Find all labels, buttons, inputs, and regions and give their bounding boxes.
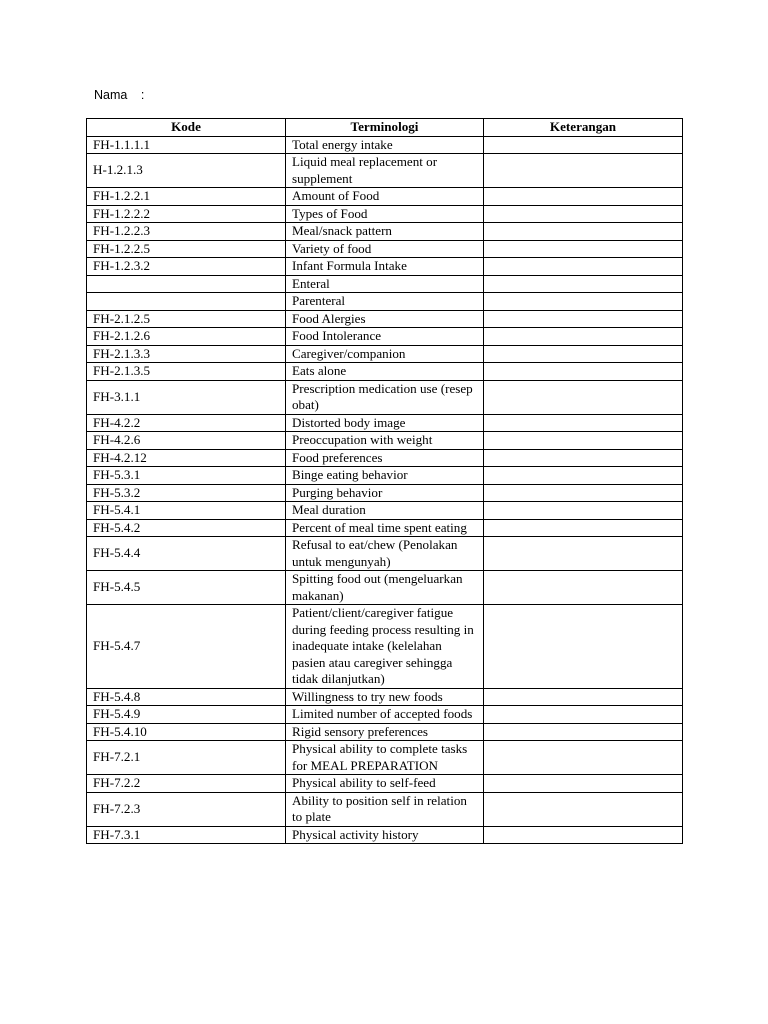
table-row	[87, 223, 683, 241]
cell-kode: FH-5.4.9	[87, 706, 286, 724]
cell-keterangan	[484, 205, 683, 223]
cell-kode: FH-2.1.3.3	[87, 345, 286, 363]
cell-kode	[87, 275, 286, 293]
cell-terminologi: Spitting food out (mengeluarkan makanan)	[286, 571, 484, 605]
table-row	[87, 432, 683, 450]
table-row	[87, 363, 683, 381]
name-label: Nama	[94, 88, 128, 102]
cell-kode: FH-4.2.12	[87, 449, 286, 467]
header-kode: Kode	[87, 119, 286, 137]
table-row	[87, 205, 683, 223]
cell-terminologi: Prescription medication use (resep obat)	[286, 380, 484, 414]
cell-terminologi: Meal duration	[286, 502, 484, 520]
header-keterangan: Keterangan	[484, 119, 683, 137]
table-row	[87, 741, 683, 775]
cell-keterangan	[484, 154, 683, 188]
table-row	[87, 188, 683, 206]
cell-terminologi: Infant Formula Intake	[286, 258, 484, 276]
cell-terminologi: Preoccupation with weight	[286, 432, 484, 450]
cell-kode: FH-5.4.10	[87, 723, 286, 741]
table-row	[87, 258, 683, 276]
cell-keterangan	[484, 414, 683, 432]
cell-terminologi: Caregiver/companion	[286, 345, 484, 363]
cell-kode: FH-7.2.3	[87, 792, 286, 826]
cell-terminologi: Food preferences	[286, 449, 484, 467]
cell-kode: FH-4.2.6	[87, 432, 286, 450]
table-row	[87, 467, 683, 485]
cell-keterangan	[484, 741, 683, 775]
cell-keterangan	[484, 519, 683, 537]
table-row	[87, 449, 683, 467]
cell-kode: FH-5.3.1	[87, 467, 286, 485]
cell-keterangan	[484, 502, 683, 520]
cell-kode: FH-5.4.4	[87, 537, 286, 571]
terminology-table	[86, 118, 683, 844]
cell-kode: FH-7.2.1	[87, 741, 286, 775]
cell-terminologi: Meal/snack pattern	[286, 223, 484, 241]
table-body	[87, 136, 683, 844]
cell-keterangan	[484, 380, 683, 414]
cell-terminologi: Binge eating behavior	[286, 467, 484, 485]
cell-terminologi: Liquid meal replacement or supplement	[286, 154, 484, 188]
cell-keterangan	[484, 688, 683, 706]
cell-terminologi: Patient/client/caregiver fatigue during feeding process resulting in inadequate intake (kelelahan pasien atau caregiver sehingga tidak dilanjutkan)	[286, 605, 484, 689]
table-row	[87, 571, 683, 605]
header-terminologi: Terminologi	[286, 119, 484, 137]
cell-keterangan	[484, 706, 683, 724]
cell-kode: FH-5.4.8	[87, 688, 286, 706]
table-row	[87, 484, 683, 502]
name-field-label	[94, 88, 144, 102]
cell-kode: FH-2.1.2.6	[87, 328, 286, 346]
cell-keterangan	[484, 723, 683, 741]
cell-keterangan	[484, 258, 683, 276]
cell-keterangan	[484, 345, 683, 363]
cell-kode	[87, 293, 286, 311]
cell-terminologi: Types of Food	[286, 205, 484, 223]
cell-keterangan	[484, 537, 683, 571]
table-row	[87, 275, 683, 293]
table-row	[87, 519, 683, 537]
table-row	[87, 706, 683, 724]
cell-terminologi: Physical ability to complete tasks for MEAL PREPARATION	[286, 741, 484, 775]
table-row	[87, 775, 683, 793]
cell-keterangan	[484, 605, 683, 689]
table-row	[87, 723, 683, 741]
cell-terminologi: Food Intolerance	[286, 328, 484, 346]
cell-keterangan	[484, 136, 683, 154]
cell-keterangan	[484, 310, 683, 328]
cell-terminologi: Willingness to try new foods	[286, 688, 484, 706]
cell-terminologi: Physical activity history	[286, 826, 484, 844]
cell-keterangan	[484, 432, 683, 450]
cell-keterangan	[484, 571, 683, 605]
table-row	[87, 154, 683, 188]
cell-keterangan	[484, 293, 683, 311]
cell-terminologi: Parenteral	[286, 293, 484, 311]
cell-terminologi: Food Alergies	[286, 310, 484, 328]
cell-terminologi: Rigid sensory preferences	[286, 723, 484, 741]
cell-terminologi: Enteral	[286, 275, 484, 293]
table-row	[87, 502, 683, 520]
cell-keterangan	[484, 449, 683, 467]
cell-terminologi: Eats alone	[286, 363, 484, 381]
cell-terminologi: Ability to position self in relation to plate	[286, 792, 484, 826]
cell-terminologi: Amount of Food	[286, 188, 484, 206]
cell-terminologi: Physical ability to self-feed	[286, 775, 484, 793]
cell-kode: FH-7.3.1	[87, 826, 286, 844]
cell-kode: FH-1.2.2.5	[87, 240, 286, 258]
table-row	[87, 345, 683, 363]
cell-kode: FH-5.4.5	[87, 571, 286, 605]
cell-kode: FH-1.2.2.2	[87, 205, 286, 223]
table-row	[87, 136, 683, 154]
cell-keterangan	[484, 792, 683, 826]
table-row	[87, 605, 683, 689]
name-colon: :	[140, 88, 145, 102]
table-row	[87, 240, 683, 258]
table-row	[87, 310, 683, 328]
cell-kode: FH-1.2.2.1	[87, 188, 286, 206]
cell-kode: FH-5.4.1	[87, 502, 286, 520]
cell-keterangan	[484, 484, 683, 502]
cell-terminologi: Percent of meal time spent eating	[286, 519, 484, 537]
table-row	[87, 826, 683, 844]
cell-keterangan	[484, 775, 683, 793]
cell-keterangan	[484, 363, 683, 381]
cell-terminologi: Purging behavior	[286, 484, 484, 502]
cell-terminologi: Limited number of accepted foods	[286, 706, 484, 724]
table-row	[87, 328, 683, 346]
cell-kode: H-1.2.1.3	[87, 154, 286, 188]
cell-kode: FH-5.3.2	[87, 484, 286, 502]
cell-kode: FH-1.2.3.2	[87, 258, 286, 276]
cell-kode: FH-5.4.7	[87, 605, 286, 689]
cell-keterangan	[484, 240, 683, 258]
cell-kode: FH-2.1.2.5	[87, 310, 286, 328]
table-header-row	[87, 119, 683, 137]
cell-terminologi: Total energy intake	[286, 136, 484, 154]
cell-keterangan	[484, 188, 683, 206]
cell-kode: FH-3.1.1	[87, 380, 286, 414]
cell-kode: FH-7.2.2	[87, 775, 286, 793]
cell-terminologi: Variety of food	[286, 240, 484, 258]
cell-keterangan	[484, 223, 683, 241]
table-row	[87, 414, 683, 432]
cell-keterangan	[484, 826, 683, 844]
cell-kode: FH-4.2.2	[87, 414, 286, 432]
cell-keterangan	[484, 467, 683, 485]
cell-kode: FH-2.1.3.5	[87, 363, 286, 381]
table-row	[87, 688, 683, 706]
cell-kode: FH-5.4.2	[87, 519, 286, 537]
cell-terminologi: Distorted body image	[286, 414, 484, 432]
cell-keterangan	[484, 328, 683, 346]
cell-terminologi: Refusal to eat/chew (Penolakan untuk mengunyah)	[286, 537, 484, 571]
table-row	[87, 792, 683, 826]
table-row	[87, 293, 683, 311]
cell-kode: FH-1.2.2.3	[87, 223, 286, 241]
cell-keterangan	[484, 275, 683, 293]
table-row	[87, 537, 683, 571]
table-row	[87, 380, 683, 414]
cell-kode: FH-1.1.1.1	[87, 136, 286, 154]
